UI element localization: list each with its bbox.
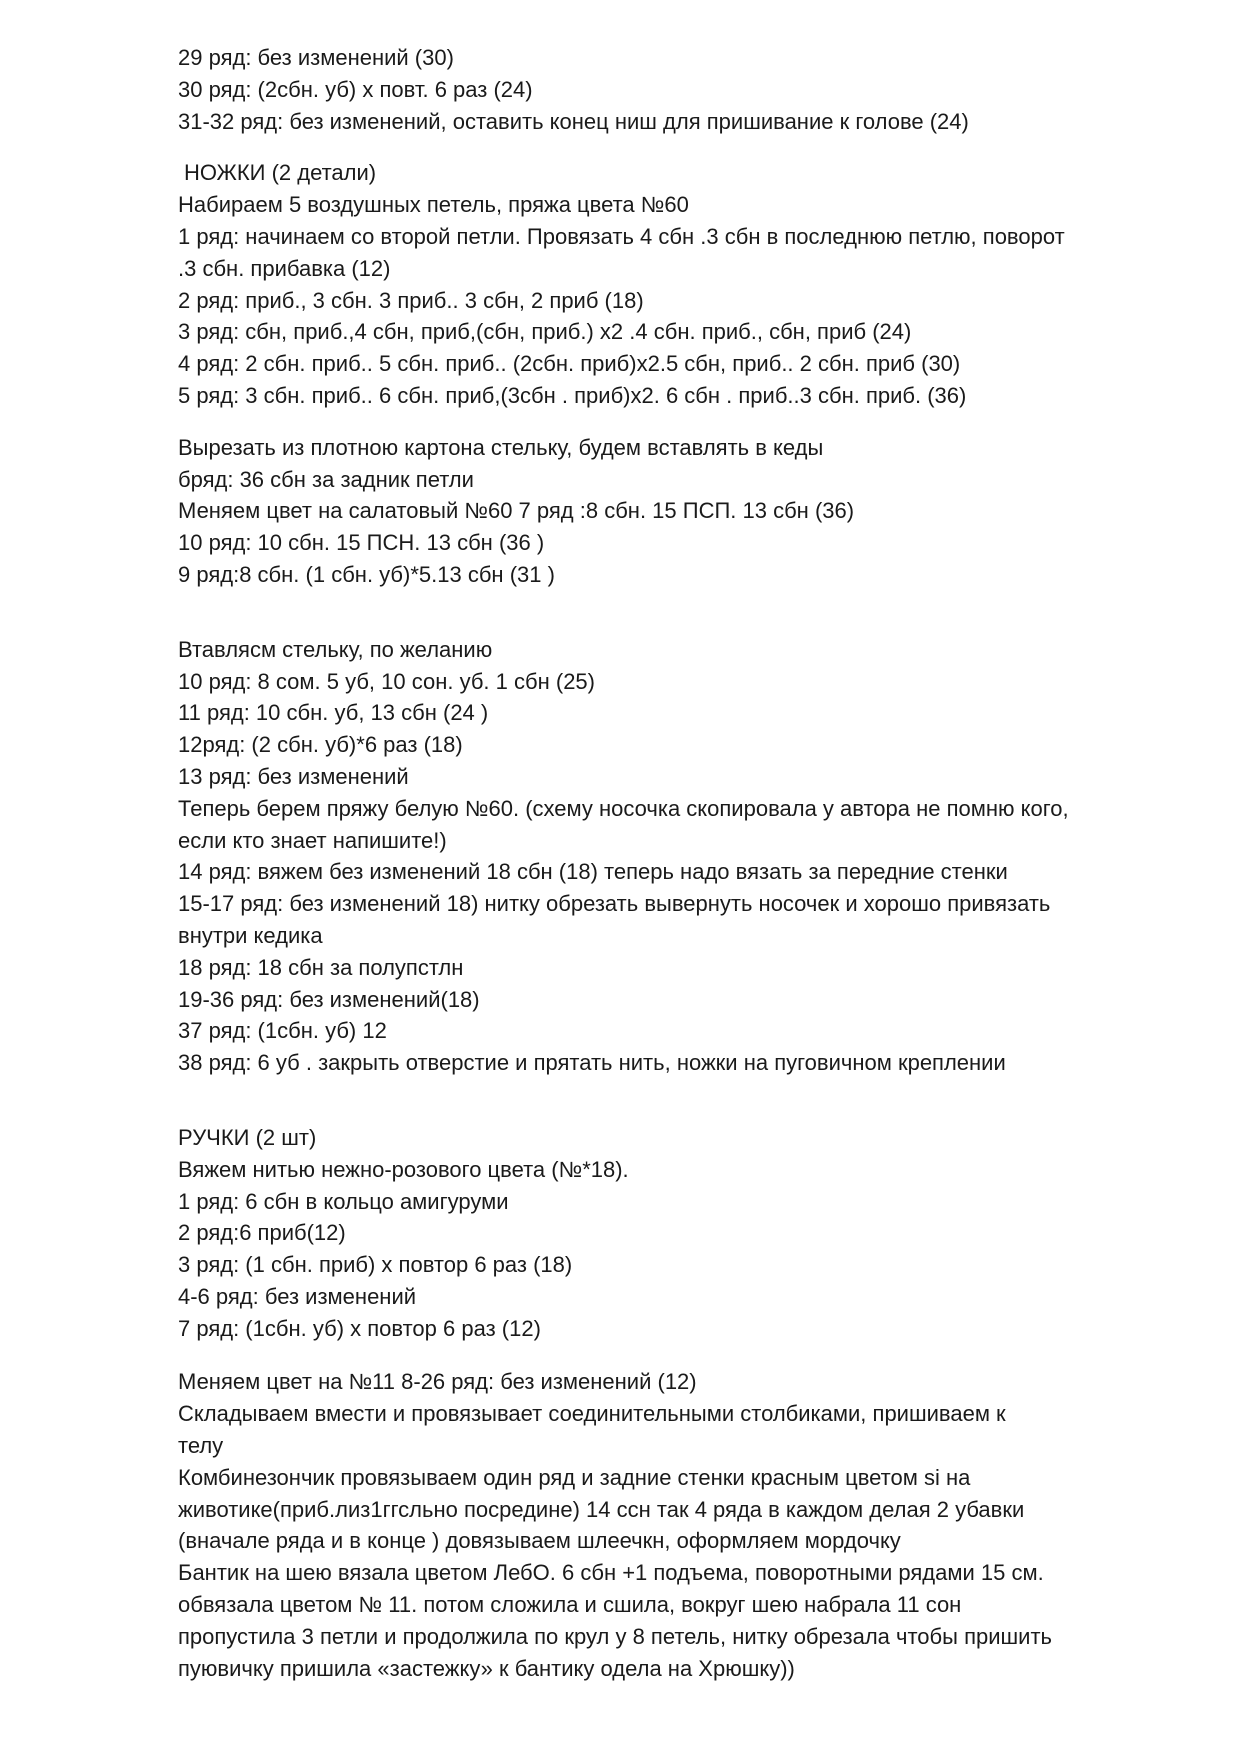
text-line: 5 ряд: 3 сбн. приб.. 6 сбн. приб,(3сбн . приб)х2. 6 сбн . приб..3 сбн. приб. (36) (178, 382, 967, 408)
text-line: 19-36 ряд: без изменений(18) (178, 986, 480, 1012)
text-line: 4 ряд: 2 сбн. приб.. 5 сбн. приб.. (2сбн. приб)х2.5 сбн, приб.. 2 сбн. приб (30) (178, 351, 961, 377)
text-line: 10 ряд: 10 сбн. 15 ПСН. 13 сбн (36 ) (178, 530, 545, 556)
text-line: 18 ряд: 18 сбн за полупстлн (178, 954, 464, 980)
text-line: Вяжем нитью нежно-розового цвета (№*18). (178, 1156, 629, 1182)
text-line: 37 ряд: (1сбн. уб) 12 (178, 1018, 387, 1044)
text-line: Бантик на шею вязала цветом ЛебО. 6 сбн +1 подъема, поворотными рядами 15 см. (178, 1560, 1044, 1586)
text-line: 4-6 ряд: без изменений (178, 1283, 417, 1309)
text-line: 3 ряд: сбн, приб.,4 сбн, приб,(сбн, приб.) х2 .4 сбн. приб., сбн, приб (24) (178, 319, 912, 345)
text-line: пропустила 3 петли и продолжила по крул у 8 петель, нитку обрезала чтобы пришить (178, 1623, 1052, 1649)
text-line: 29 ряд: без изменений (30) (178, 45, 454, 70)
text-line: 30 ряд: (2сбн. уб) х повт. 6 раз (24) (178, 76, 533, 102)
text-line: 1 ряд: 6 сбн в кольцо амигуруми (178, 1188, 509, 1214)
section-final (178, 1366, 1178, 1684)
document-body (178, 42, 1178, 1684)
section-body-end (178, 42, 1178, 137)
text-line: 3 ряд: (1 сбн. приб) х повтор 6 раз (18) (178, 1252, 573, 1278)
text-line: пуювичку пришила «застежку» к бантику одела на Хрюшку)) (178, 1655, 795, 1681)
section-insole (178, 432, 1178, 591)
section-heading-arms: РУЧКИ (2 шт) (178, 1124, 317, 1150)
text-line: (вначале ряда и в конце ) довязываем шлеечкн, оформляем мордочку (178, 1528, 901, 1554)
text-line: 9 ряд:8 сбн. (1 сбн. уб)*5.13 сбн (31 ) (178, 561, 555, 587)
text-line: 13 ряд: без изменений (178, 763, 409, 789)
text-line: .3 сбн. прибавка (12) (178, 255, 391, 281)
section-heading-legs: НОЖКИ (2 детали) (184, 160, 377, 186)
text-line: Набираем 5 воздушных петель, пряжа цвета №60 (178, 192, 689, 218)
text-line: Комбинезончик провязываем один ряд и задние стенки красным цветом si на (178, 1464, 971, 1490)
text-line: 1 ряд: начинаем со второй петли. Провязать 4 сбн .3 сбн в последнюю петлю, поворот (178, 223, 1065, 249)
text-line: 14 ряд: вяжем без изменений 18 сбн (18) теперь надо вязать за передние стенки (178, 859, 1008, 885)
text-line: Теперь берем пряжу белую №60. (схему носочка скопировала у автора не помню кого, (178, 795, 1069, 821)
text-line: Вырезать из плотною картона стельку, будем вставлять в кеды (178, 434, 824, 460)
text-line: 11 ряд: 10 сбн. уб, 13 сбн (24 ) (178, 700, 489, 726)
section-legs (178, 157, 1178, 411)
text-line: Меняем цвет на №11 8-26 ряд: без изменений (12) (178, 1369, 697, 1395)
text-line: 31-32 ряд: без изменений, оставить конец ниш для пришивание к голове (24) (178, 108, 969, 134)
section-insert-insole (178, 634, 1178, 1079)
text-line: 2 ряд: приб., 3 сбн. 3 приб.. 3 сбн, 2 приб (18) (178, 287, 644, 313)
text-line: бряд: 36 сбн за задник петли (178, 466, 474, 492)
text-line: 10 ряд: 8 сом. 5 уб, 10 сон. уб. 1 сбн (25) (178, 668, 595, 694)
text-line: Меняем цвет на салатовый №60 7 ряд :8 сбн. 15 ПСП. 13 сбн (36) (178, 498, 855, 524)
section-arms (178, 1122, 1178, 1345)
text-line: 15-17 ряд: без изменений 18) нитку обрезать вывернуть носочек и хорошо привязать (178, 891, 1051, 917)
text-line: обвязала цветом № 11. потом сложила и сшила, вокруг шею набрала 11 сон (178, 1592, 962, 1618)
text-line: животике(приб.лиз1ггсльно посредине) 14 ссн так 4 ряда в каждом делая 2 убавки (178, 1496, 1025, 1522)
text-line: 2 ряд:6 приб(12) (178, 1220, 346, 1246)
text-line: внутри кедика (178, 922, 323, 948)
text-line: если кто знает напишите!) (178, 827, 447, 853)
text-line: 38 ряд: 6 уб . закрыть отверстие и прятать нить, ножки на пуговичном креплении (178, 1050, 1006, 1076)
text-line: 12ряд: (2 сбн. уб)*6 раз (18) (178, 732, 463, 758)
text-line: 7 ряд: (1сбн. уб) х повтор 6 раз (12) (178, 1315, 541, 1341)
text-line: Складываем вмести и провязывает соединительными столбиками, пришиваем к (178, 1401, 1006, 1427)
text-line: Втавлясм стельку, по желанию (178, 636, 493, 662)
text-line: телу (178, 1433, 224, 1459)
